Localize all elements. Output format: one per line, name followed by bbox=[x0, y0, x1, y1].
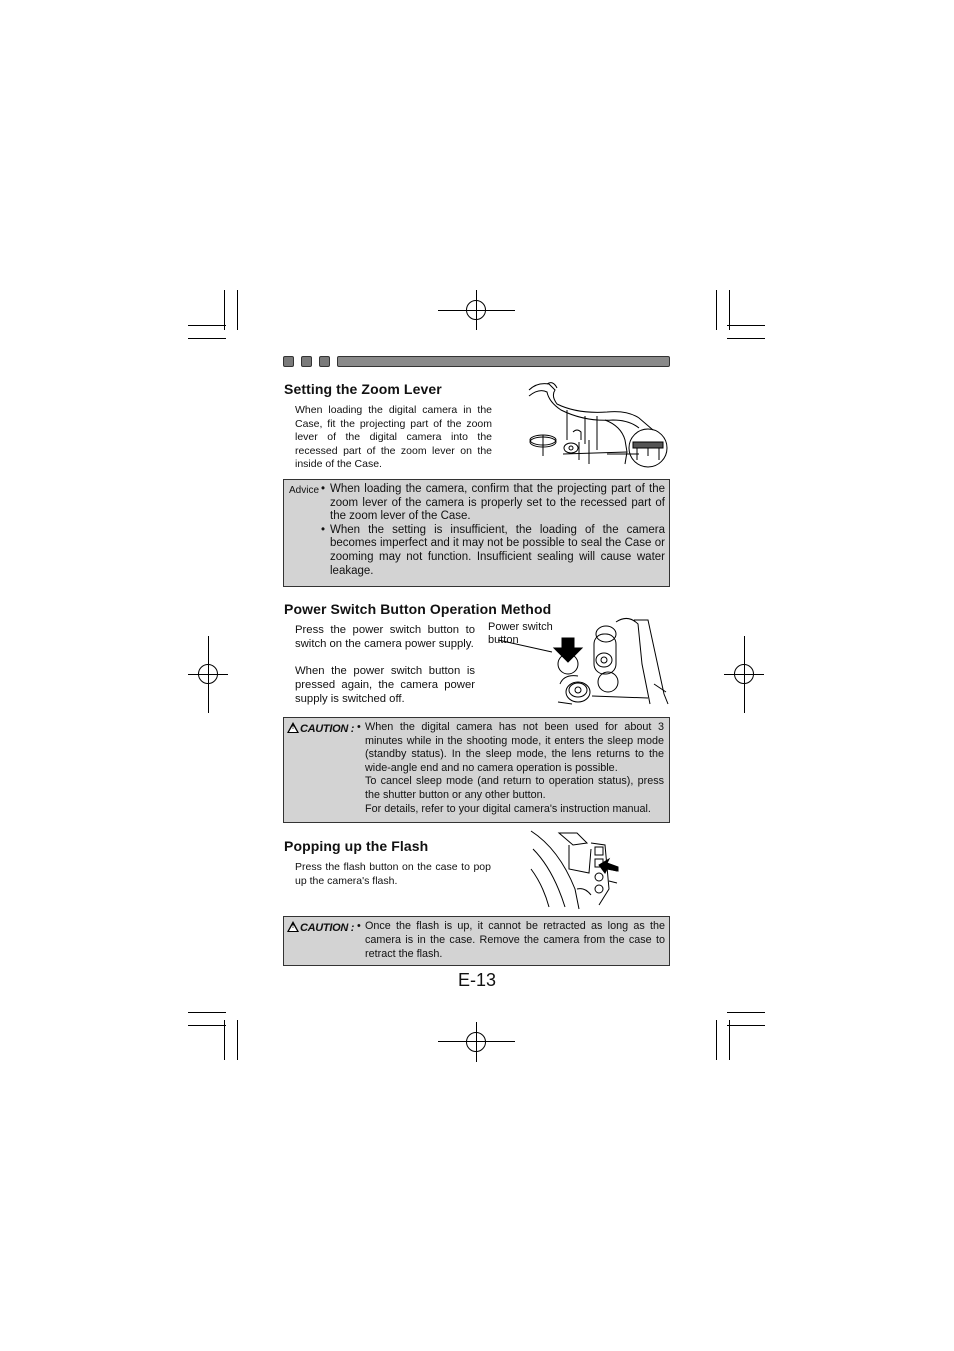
caution-sleep-text: • When the digital camera has not been used for about 3 minutes while in the shooting mode, it enters the sleep mode (standby status). In the sleep mode, the lens returns to the wide-angle end and no camera operation is possible. To cancel sleep mode (and return to operation status), press the shutter button or any other button. For details, refer to your digital camera's instruction manual. bbox=[357, 721, 664, 815]
caution-label: !CAUTION : bbox=[287, 722, 354, 735]
header-square bbox=[301, 356, 312, 367]
registration-mark-left bbox=[188, 636, 228, 713]
registration-mark-right bbox=[724, 636, 764, 713]
caution-box-flash bbox=[283, 916, 670, 966]
advice-box bbox=[283, 479, 670, 587]
power-switch-callout: Power switch button bbox=[488, 621, 553, 646]
power-switch-body-1: Press the power switch button to switch on the camera power supply. bbox=[295, 624, 475, 650]
power-switch-body-2: When the power switch button is pressed again, the camera power supply is switched off. bbox=[295, 665, 475, 705]
zoom-lever-body: When loading the digital camera in the Case, fit the projecting part of the zoom lever of the digital camera into the recessed part of the zoom lever on the inside of the Case. bbox=[295, 404, 492, 471]
page-number: E-13 bbox=[458, 970, 497, 990]
caution-label: !CAUTION : bbox=[287, 921, 354, 934]
power-switch-heading: Power Switch Button Operation Method bbox=[284, 601, 552, 617]
caution-flash-item: Once the flash is up, it cannot be retracted as long as the camera is in the case. Remove the camera from the case to retract the flash. bbox=[365, 920, 665, 960]
advice-item: • When loading the camera, confirm that the projecting part of the zoom lever of the camera is properly set to the recessed part of the zoom lever of the Case. bbox=[321, 483, 665, 523]
power-switch-illustration bbox=[498, 614, 670, 708]
registration-mark-bottom bbox=[438, 1022, 515, 1062]
caution-box-sleep bbox=[283, 717, 670, 823]
zoom-lever-illustration bbox=[527, 380, 669, 472]
header-square bbox=[319, 356, 330, 367]
registration-mark-top bbox=[438, 290, 515, 330]
flash-illustration bbox=[529, 829, 621, 909]
flash-body: Press the flash button on the case to pop up the camera's flash. bbox=[295, 861, 491, 887]
header-square bbox=[283, 356, 294, 367]
caution-flash-text: • Once the flash is up, it cannot be retracted as long as the camera is in the case. Remove the camera from the case to retract the flash. bbox=[357, 920, 665, 960]
caution-sleep-line-2: To cancel sleep mode (and return to operation status), press the shutter button or any other button. bbox=[365, 775, 664, 801]
caution-sleep-item: When the digital camera has not been used for about 3 minutes while in the shooting mode, it enters the sleep mode (standby status). In the sleep mode, the lens returns to the wide-angle end and no camera operation is possible. bbox=[365, 721, 664, 774]
advice-list bbox=[321, 483, 665, 578]
section-header-bar bbox=[283, 356, 670, 368]
advice-label: Advice bbox=[289, 485, 320, 496]
warning-triangle-icon bbox=[287, 921, 299, 932]
zoom-lever-heading: Setting the Zoom Lever bbox=[284, 381, 442, 397]
caution-sleep-line-3: For details, refer to your digital camera's instruction manual. bbox=[365, 802, 651, 815]
flash-heading: Popping up the Flash bbox=[284, 838, 429, 854]
header-long-bar bbox=[337, 356, 670, 367]
warning-triangle-icon bbox=[287, 722, 299, 733]
advice-item: • When the setting is insufficient, the loading of the camera becomes imperfect and it may not be possible to seal the Case or zooming may not function. Insufficient sealing will cause water leakage. bbox=[321, 523, 665, 577]
